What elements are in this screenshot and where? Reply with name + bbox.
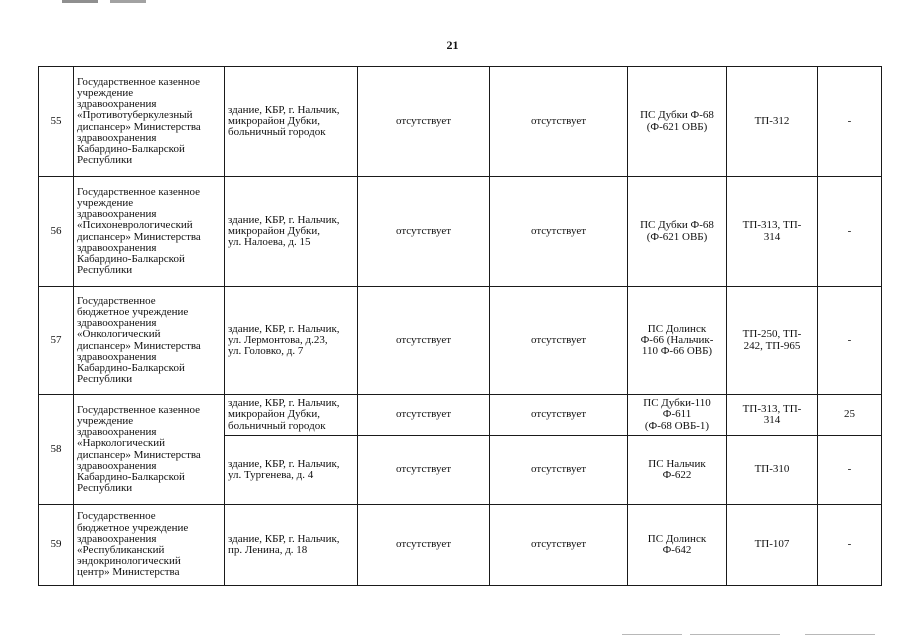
text-line: (Ф-68 ОВБ-1): [644, 419, 710, 432]
text-line: Республики: [77, 154, 133, 167]
institution-name-cell: [74, 505, 225, 586]
institution-name-cell: [74, 67, 225, 177]
last-column-cell: -: [818, 436, 882, 505]
address-cell: [225, 505, 358, 586]
table-row: [39, 177, 882, 287]
text-line: здравоохранения: [77, 532, 157, 545]
address-cell: [225, 436, 358, 505]
text-line: ПС Дубки-110: [643, 397, 711, 410]
text-line: «Республиканский: [77, 544, 165, 556]
address-cell: [225, 395, 358, 436]
text-line: бюджетное учреждение: [77, 521, 189, 534]
status-cell: отсутствует: [490, 395, 628, 436]
last-column-cell: -: [818, 287, 882, 395]
text-line: здание, КБР, г. Нальчик,: [228, 397, 340, 410]
text-line: здравоохранения: [77, 426, 157, 439]
text-line: Кабардино-Балкарской: [77, 142, 185, 155]
text-line: Государственное казенное: [77, 75, 201, 88]
scan-artifact-line: [690, 634, 780, 635]
text-line: ТП-250, ТП-: [742, 328, 802, 341]
text-line: микрорайон Дубки,: [228, 114, 321, 127]
text-line: микрорайон Дубки,: [228, 224, 321, 237]
scan-artifact-line: [622, 634, 682, 635]
text-line: Государственное казенное: [77, 185, 201, 198]
institution-name-cell: [74, 395, 225, 505]
text-line: больничный городок: [228, 419, 326, 432]
page-number: 21: [446, 38, 459, 52]
status-cell: отсутствует: [358, 67, 490, 177]
text-line: учреждение: [77, 86, 134, 99]
substation-cell: [628, 287, 727, 395]
text-line: здравоохранения: [77, 208, 157, 221]
status-cell: отсутствует: [490, 67, 628, 177]
substation-cell: [628, 67, 727, 177]
text-line: здание, КБР, г. Нальчик,: [228, 457, 340, 470]
last-column-cell: 25: [818, 395, 882, 436]
transformer-cell: [727, 177, 818, 287]
transformer-cell: [727, 287, 818, 395]
table-row: [39, 67, 882, 177]
text-line: здание, КБР, г. Нальчик,: [228, 322, 340, 335]
row-number: 59: [50, 538, 62, 551]
text-line: ТП-312: [754, 114, 790, 127]
text-line: здравоохранения: [77, 98, 157, 111]
status-cell: отсутствует: [358, 436, 490, 505]
status-cell: отсутствует: [490, 436, 628, 505]
text-line: Государственное: [77, 294, 156, 307]
text-line: Республики: [77, 373, 133, 386]
text-line: Государственное: [77, 510, 156, 523]
registry-table: [38, 66, 882, 586]
status-cell: отсутствует: [358, 287, 490, 395]
text-line: 242, ТП-965: [743, 339, 801, 352]
text-line: «Наркологический: [77, 437, 166, 450]
text-line: ТП-107: [754, 538, 790, 551]
text-line: Кабардино-Балкарской: [77, 470, 185, 483]
text-line: диспансер» Министерства: [77, 339, 201, 352]
text-line: ул. Тургенева, д. 4: [228, 469, 314, 481]
text-line: учреждение: [77, 196, 134, 209]
substation-cell: [628, 395, 727, 436]
status-cell: отсутствует: [490, 505, 628, 586]
text-line: Кабардино-Балкарской: [77, 361, 185, 374]
institution-name-cell: [74, 177, 225, 287]
text-line: здравоохранения: [77, 459, 157, 472]
row-number-cell: [39, 505, 74, 586]
text-line: здравоохранения: [77, 350, 157, 363]
row-number-cell: [39, 395, 74, 505]
table-row: [39, 395, 882, 436]
text-line: больничный городок: [228, 126, 326, 139]
row-number: 55: [50, 114, 62, 127]
substation-cell: [628, 436, 727, 505]
address-cell: [225, 67, 358, 177]
text-line: (Ф-621 ОВБ): [646, 230, 708, 243]
text-line: Ф-642: [662, 544, 692, 556]
last-column-cell: -: [818, 177, 882, 287]
row-number-cell: [39, 287, 74, 395]
text-line: диспансер» Министерства: [77, 230, 201, 243]
text-line: Ф-622: [662, 469, 692, 481]
text-line: ул. Головко, д. 7: [228, 345, 304, 358]
table-row: [39, 287, 882, 395]
text-line: диспансер» Министерства: [77, 120, 201, 133]
text-line: 314: [763, 230, 781, 243]
text-line: ТП-310: [754, 463, 790, 476]
scan-artifact: [62, 0, 182, 3]
text-line: ПС Дубки Ф-68: [640, 109, 714, 122]
text-line: эндокринологический: [77, 555, 181, 568]
text-line: пр. Ленина, д. 18: [228, 544, 308, 556]
text-line: здравоохранения: [77, 241, 157, 254]
text-line: микрорайон Дубки,: [228, 408, 321, 421]
scan-artifact-line: [805, 634, 875, 635]
institution-name-cell: [74, 287, 225, 395]
text-line: ул. Лермонтова, д.23,: [228, 333, 328, 346]
substation-cell: [628, 177, 727, 287]
transformer-cell: [727, 505, 818, 586]
text-line: «Противотуберкулезный: [77, 109, 193, 122]
text-line: здание, КБР, г. Нальчик,: [228, 213, 340, 226]
text-line: центр» Министерства: [77, 566, 180, 579]
row-number-cell: [39, 67, 74, 177]
text-line: ПС Дубки Ф-68: [640, 219, 714, 232]
text-line: диспансер» Министерства: [77, 448, 201, 461]
status-cell: отсутствует: [490, 177, 628, 287]
transformer-cell: [727, 395, 818, 436]
text-line: 314: [763, 414, 781, 426]
transformer-cell: [727, 436, 818, 505]
row-number: 56: [50, 224, 62, 237]
row-number: 58: [50, 442, 62, 455]
text-line: Республики: [77, 482, 133, 495]
text-line: «Онкологический: [77, 328, 161, 341]
last-column-cell: -: [818, 505, 882, 586]
text-line: Республики: [77, 264, 133, 277]
text-line: бюджетное учреждение: [77, 305, 189, 318]
text-line: ТП-313, ТП-: [742, 219, 802, 232]
address-cell: [225, 177, 358, 287]
text-line: Ф-611: [662, 408, 692, 421]
text-line: здравоохранения: [77, 317, 157, 330]
text-line: ПС Долинск: [647, 322, 707, 335]
status-cell: отсутствует: [358, 505, 490, 586]
substation-cell: [628, 505, 727, 586]
status-cell: отсутствует: [490, 287, 628, 395]
text-line: (Ф-621 ОВБ): [646, 120, 708, 133]
status-cell: отсутствует: [358, 395, 490, 436]
text-line: учреждение: [77, 414, 134, 427]
text-line: Кабардино-Балкарской: [77, 252, 185, 265]
text-line: здравоохранения: [77, 131, 157, 144]
address-cell: [225, 287, 358, 395]
text-line: «Психоневрологический: [77, 219, 193, 232]
text-line: Государственное казенное: [77, 403, 201, 416]
text-line: 110 Ф-66 ОВБ): [641, 345, 713, 358]
text-line: ТП-313, ТП-: [742, 402, 802, 415]
row-number: 57: [50, 333, 62, 346]
transformer-cell: [727, 67, 818, 177]
text-line: ПС Долинск: [647, 532, 707, 545]
text-line: здание, КБР, г. Нальчик,: [228, 103, 340, 116]
text-line: здание, КБР, г. Нальчик,: [228, 532, 340, 545]
row-number-cell: [39, 177, 74, 287]
text-line: ПС Нальчик: [648, 457, 706, 470]
table-row: [39, 505, 882, 586]
text-line: Ф-66 (Нальчик-: [640, 333, 714, 346]
status-cell: отсутствует: [358, 177, 490, 287]
text-line: ул. Налоева, д. 15: [228, 236, 311, 249]
last-column-cell: -: [818, 67, 882, 177]
